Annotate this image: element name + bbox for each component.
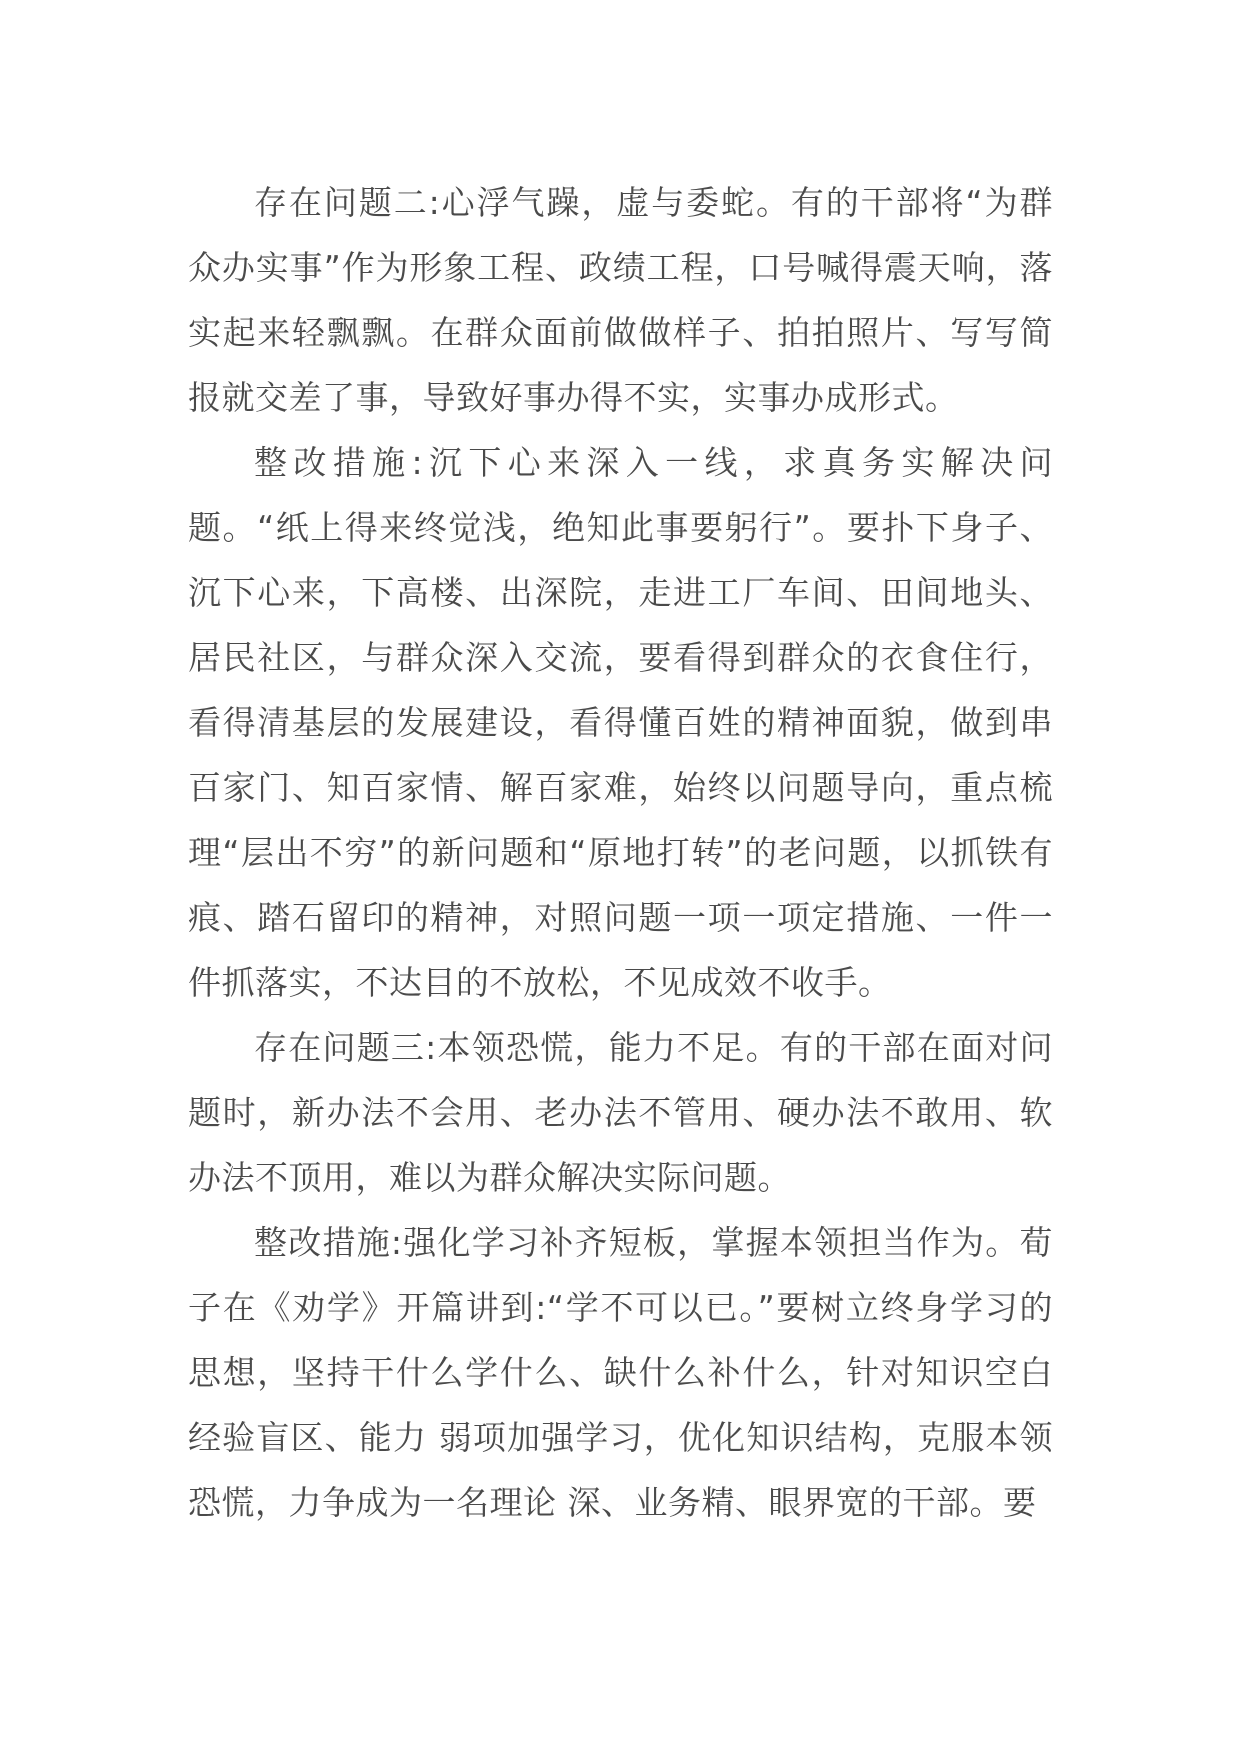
document-body bbox=[188, 170, 1053, 1535]
paragraph-problem-two: 存在问题二:心浮气躁，虚与委蛇。有的干部将“为群众办实事”作为形象工程、政绩工程，口号喊得震天响，落实起来轻飘飘。在群众面前做做样子、拍拍照片、写写简报就交差了事，导致好事办得不实，实事办成形式。 bbox=[188, 183, 1053, 417]
paragraph-rectification-two: 整改措施:沉下心来深入一线，求真务实解决问题。“纸上得来终觉浅，绝知此事要躬行”。要扑下身子、沉下心来，下高楼、出深院，走进工厂车间、田间地头、居民社区，与群众深入交流，要看得到群众的衣食住行，看得清基层的发展建设，看得懂百姓的精神面貌，做到串百家门、知百家情、解百家难，始终以问题导向，重点梳理“层出不穷”的新问题和“原地打转”的老问题，以抓铁有痕、踏石留印的精神，对照问题一项一项定措施、一件一件抓落实，不达目的不放松，不见成效不收手。 bbox=[188, 443, 1053, 1002]
paragraph-problem-three: 存在问题三:本领恐慌，能力不足。有的干部在面对问题时，新办法不会用、老办法不管用、硬办法不敢用、软办法不顶用，难以为群众解决实际问题。 bbox=[188, 1028, 1053, 1197]
paragraph-rectification-three: 整改措施:强化学习补齐短板，掌握本领担当作为。荀子在《劝学》开篇讲到:“学不可以已。”要树立终身学习的思想，坚持干什么学什么、缺什么补什么，针对知识空白经验盲区、能力 弱项加强学习，优化知识结构，克服本领恐慌，力争成为一名理论 深、业务精、眼界宽的干部。要 bbox=[188, 1223, 1053, 1522]
